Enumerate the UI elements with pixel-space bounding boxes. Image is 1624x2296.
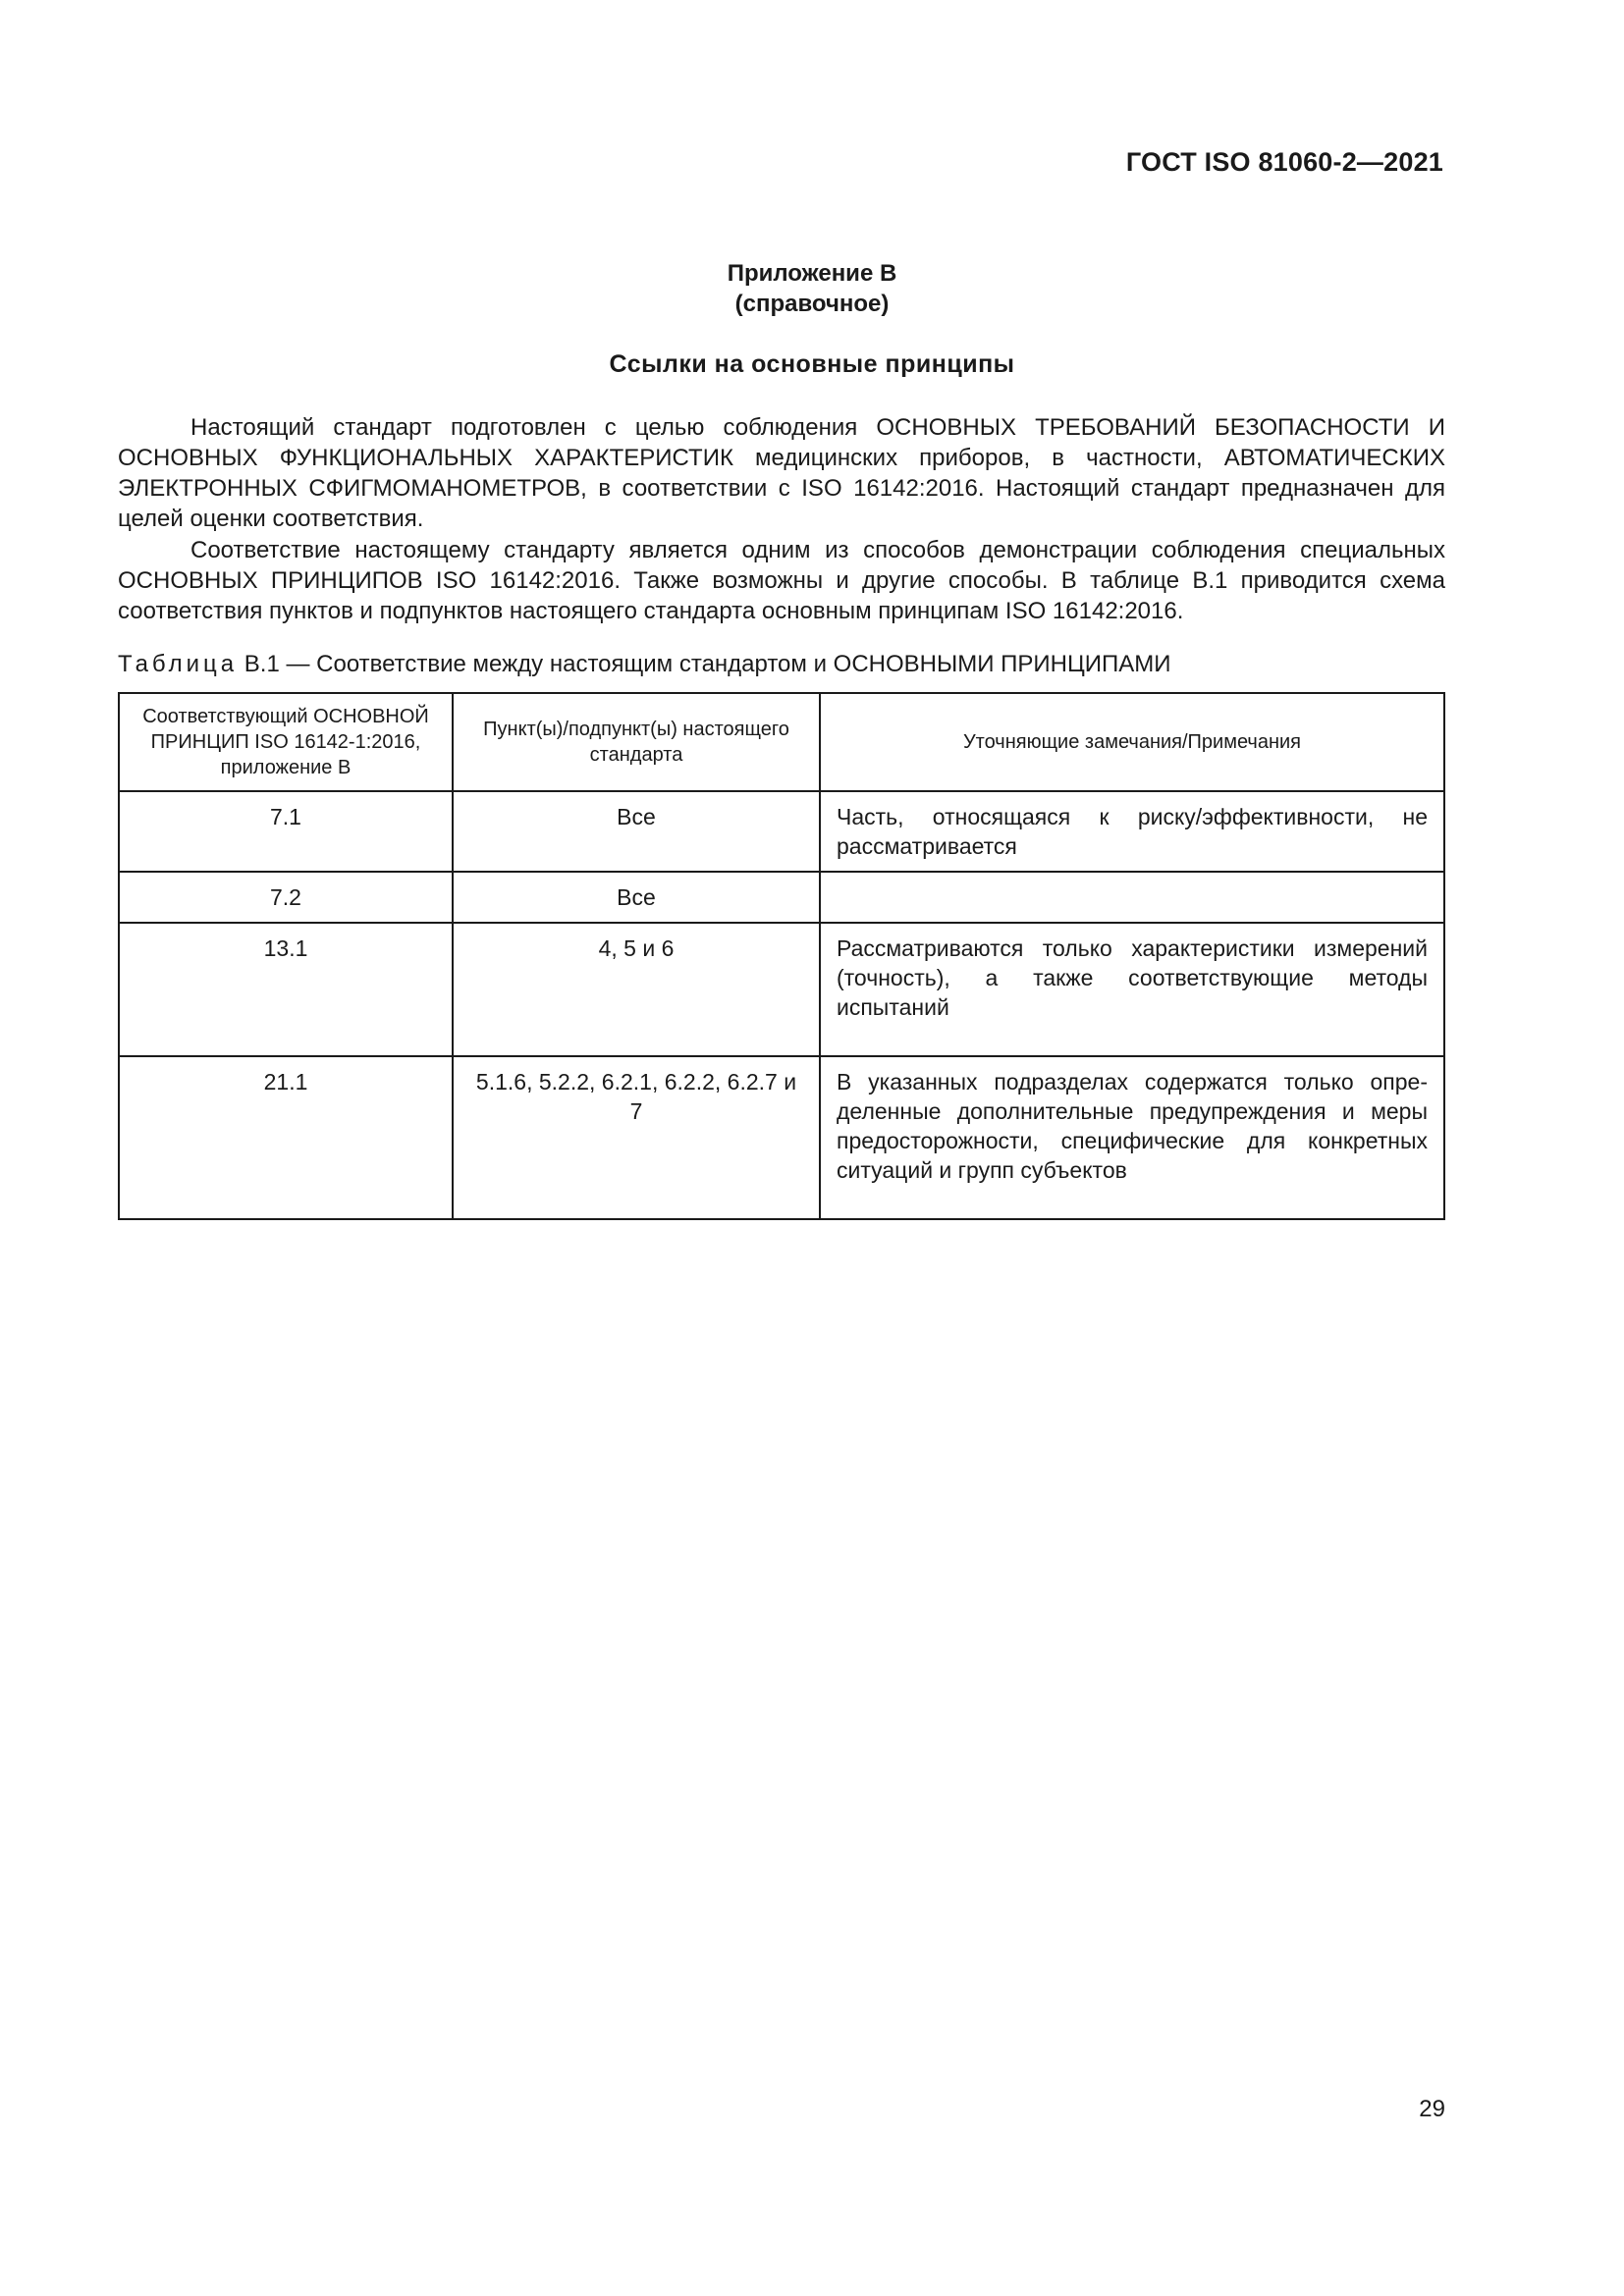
paragraph-1: Настоящий стандарт подготовлен с целью соблюдения ОСНОВНЫХ ТРЕБОВАНИЙ БЕЗОПАСНОСТИ И ОСНОВНЫХ ФУНКЦИОНАЛЬНЫХ ХАРАКТЕРИСТИК медицинских приборов, в частности, АВТОМАТИЧЕСКИХ ЭЛЕКТРОННЫХ СФИГМОМАНОМЕТРОВ, в соответствии с ISO 16142:2016. Настоящий стандарт предназначен для целей оценки соответствия. <box>118 414 1445 532</box>
table-header-row <box>119 693 1444 791</box>
table-row <box>119 923 1444 1056</box>
column-header-notes: Уточняющие замечания/Примечания <box>820 693 1444 791</box>
cell-principle: 7.1 <box>119 791 453 872</box>
reference-table <box>118 692 1445 1220</box>
cell-notes <box>820 872 1444 923</box>
cell-principle: 13.1 <box>119 923 453 1056</box>
table-row <box>119 872 1444 923</box>
cell-notes: Рассматриваются только характеристики измерений (точность), а также соответствующие методы испытаний <box>820 923 1444 1056</box>
document-code: ГОСТ ISO 81060-2—2021 <box>1125 147 1443 177</box>
column-header-clauses: Пункт(ы)/подпункт(ы) настоящего стандарта <box>453 693 820 791</box>
cell-clauses: Все <box>453 872 820 923</box>
annex-subtitle: (справочное) <box>734 291 890 317</box>
table-row <box>119 1056 1444 1219</box>
cell-principle: 21.1 <box>119 1056 453 1219</box>
page-number: 29 <box>1419 2096 1445 2122</box>
table-caption-label: Таблица <box>118 651 239 677</box>
annex-title: Приложение В <box>727 260 897 287</box>
table-caption-text: В.1 — Соответствие между настоящим стандартом и ОСНОВНЫМИ ПРИНЦИПАМИ <box>238 651 1171 677</box>
table-row <box>119 791 1444 872</box>
cell-clauses: Все <box>453 791 820 872</box>
column-header-principle: Соответствующий ОСНОВНОЙ ПРИНЦИП ISO 16142-1:2016, приложение В <box>119 693 453 791</box>
table-caption <box>118 649 1171 679</box>
cell-principle: 7.2 <box>119 872 453 923</box>
section-title: Ссылки на основные принципы <box>609 350 1015 378</box>
cell-notes: Часть, относящаяся к риску/эффективности, не рассматривается <box>820 791 1444 872</box>
paragraph-2: Соответствие настоящему стандарту является одним из способов демонстрации соблюдения специальных ОСНОВНЫХ ПРИНЦИПОВ ISO 16142:2016. Также возможны и другие способы. В таблице В.1 приводится схема соответствия пунктов и подпунктов настоящего стандарта основным принципам ISO 16142:2016. <box>118 537 1445 624</box>
cell-notes: В указанных подразделах содержатся только определенные дополнительные предупреждения и меры предосторожности, специфические для конкретных ситуаций и групп субъектов <box>820 1056 1444 1219</box>
cell-clauses: 4, 5 и 6 <box>453 923 820 1056</box>
cell-clauses: 5.1.6, 5.2.2, 6.2.1, 6.2.2, 6.2.7 и 7 <box>453 1056 820 1219</box>
